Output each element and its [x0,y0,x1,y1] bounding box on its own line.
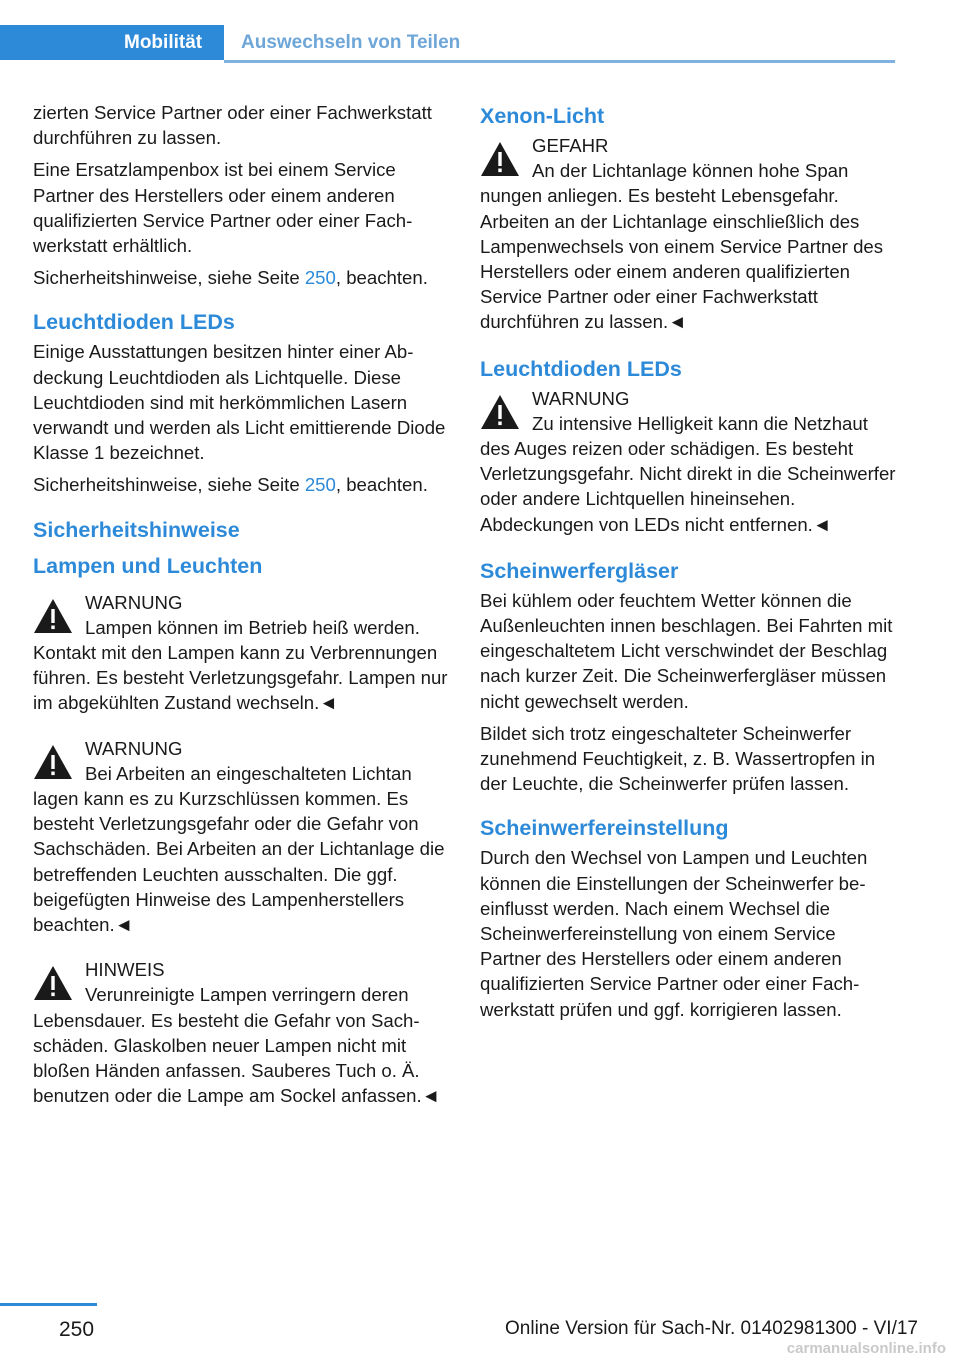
paragraph: zierten Service Partner oder einer Fachwerkstatt durchführen zu lassen. [33,102,432,149]
danger-text: nungen anliegen. Es besteht Lebensgefahr. Arbeiten an der Lichtanlage einschließlich des Lampenwechsels von einem Service Partner des Herstellers oder einem anderen qualifizierten Service Partner oder einer Fachwerkstatt durchführen zu lassen.◄ [480,185,884,333]
warning-text: lagen kann es zu Kurzschlüssen kommen. Es besteht Verletzungsgefahr oder die Gefahr von Sachschäden. Bei Arbeiten an der Lichtanlage die betreffenden Leuchten ausschalten. Die ggf. beigefügten Hinweise des Lampenherstellers beachten.◄ [33,788,445,936]
heading-leds: Leuchtdioden LEDs [480,356,682,381]
notice-title: HINWEIS [85,959,165,981]
right-column [480,100,900,1029]
warning-triangle-icon [33,965,73,1001]
paragraph [33,472,451,497]
notice-first-line: Verunreinigte Lampen verringern deren [85,984,409,1006]
warning-text: Kontakt mit den Lampen kann zu Verbrennungen führen. Es besteht Verletzungsgefahr. Lampen nur im abgekühlten Zustand wechseln.◄ [33,642,448,714]
warning-head [33,590,451,640]
text: Sicherheitshinweise, siehe Seite [33,474,305,496]
heading-safety: Sicherheitshinweise [33,517,240,542]
warning-triangle-icon [480,141,520,177]
page-link[interactable]: 250 [304,474,336,496]
warning-head [33,736,451,786]
paragraph: Bei kühlem oder feuchtem Wetter können die Außenleuchten innen beschlagen. Bei Fahrten mit eingeschaltetem Licht verschwindet der Beschlag nach kurzer Zeit. Die Scheinwerfergläser müssen nicht gewechselt werden. [480,589,893,712]
notice-head [33,957,451,1007]
paragraph: Eine Ersatzlampenbox ist bei einem Service Partner des Herstellers oder einem anderen qualifizierten Service Partner oder einer Fachwerkstatt erhältlich. [33,159,413,257]
watermark: carmanualsonline.info [786,1340,946,1357]
text: , beachten. [335,267,428,289]
danger-head [480,133,900,183]
paragraph: Einige Ausstattungen besitzen hinter einer Abdeckung Leuchtdioden als Lichtquelle. Diese Leuchtdioden sind mit herkömmlichen Lasern verwandt und werden als Licht emittierende Diode Klasse 1 bezeichnet. [33,341,446,464]
heading-headlight-glass: Scheinwerfergläser [480,558,679,583]
paragraph [33,265,451,290]
warning-first-line: Bei Arbeiten an eingeschalteten Lichtan [85,762,412,784]
warning-title: WARNUNG [85,737,183,759]
heading-lamps: Lampen und Leuchten [33,553,263,578]
paragraph: Durch den Wechsel von Lampen und Leuchten können die Einstellungen der Scheinwerfer beeinflusst werden. Nach einem Wechsel die Scheinwerfereinstellung von einem Service Partner des Herstellers oder einem anderen qualifizierten Service Partner oder einer Fachwerkstatt prüfen und ggf. korrigieren lassen. [480,847,868,1020]
chapter-tab[interactable]: Mobilität [0,25,224,60]
warning-title: WARNUNG [85,591,183,613]
warning-first-line: Zu intensive Helligkeit kann die Netzhaut [532,412,868,434]
left-column [33,100,451,1129]
warning-triangle-icon [480,394,520,430]
paragraph: Bildet sich trotz eingeschalteter Scheinwerfer zunehmend Feuchtigkeit, z. B. Wassertropfen in der Leuchte, die Scheinwerfer prüfen lassen. [480,722,876,795]
text: Sicherheitshinweise, siehe Seite [33,267,305,289]
page-number: 250 [59,1318,95,1341]
danger-block [480,133,900,335]
warning-triangle-icon [33,744,73,780]
danger-first-line: An der Lichtanlage können hohe Span [532,160,849,182]
online-version-note: Online Version für Sach-Nr. 01402981300 - VI/17 [505,1318,918,1339]
section-title[interactable]: Auswechseln von Teilen [241,32,461,53]
warning-head [480,386,900,436]
page-link[interactable]: 250 [304,267,336,289]
warning-block [33,590,451,716]
warning-triangle-icon [33,598,73,634]
text: , beachten. [335,474,428,496]
footer-rule [0,1303,97,1306]
notice-block [33,957,451,1108]
warning-block [33,736,451,938]
warning-block [480,386,900,537]
heading-xenon: Xenon-Licht [480,104,605,128]
danger-title: GEFAHR [532,135,609,156]
warning-title: WARNUNG [532,387,630,409]
heading-leds: Leuchtdioden LEDs [33,310,235,335]
page-header [0,25,895,63]
warning-first-line: Lampen können im Betrieb heiß werden. [85,616,420,638]
heading-headlight-adjustment: Scheinwerfereinstellung [480,816,729,841]
header-rule [224,60,895,63]
warning-text: des Auges reizen oder schädigen. Es besteht Verletzungsgefahr. Nicht direkt in die Scheinwerfer oder andere Lichtquellen hineinsehen. Abdeckungen von LEDs nicht entfernen.◄ [480,438,896,535]
notice-text: Lebensdauer. Es besteht die Gefahr von Sachschäden. Glaskolben neuer Lampen nicht mit bloßen Händen anfassen. Sauberes Tuch o. Ä. benutzen oder die Lampe am Sockel anfassen.◄ [33,1009,441,1107]
